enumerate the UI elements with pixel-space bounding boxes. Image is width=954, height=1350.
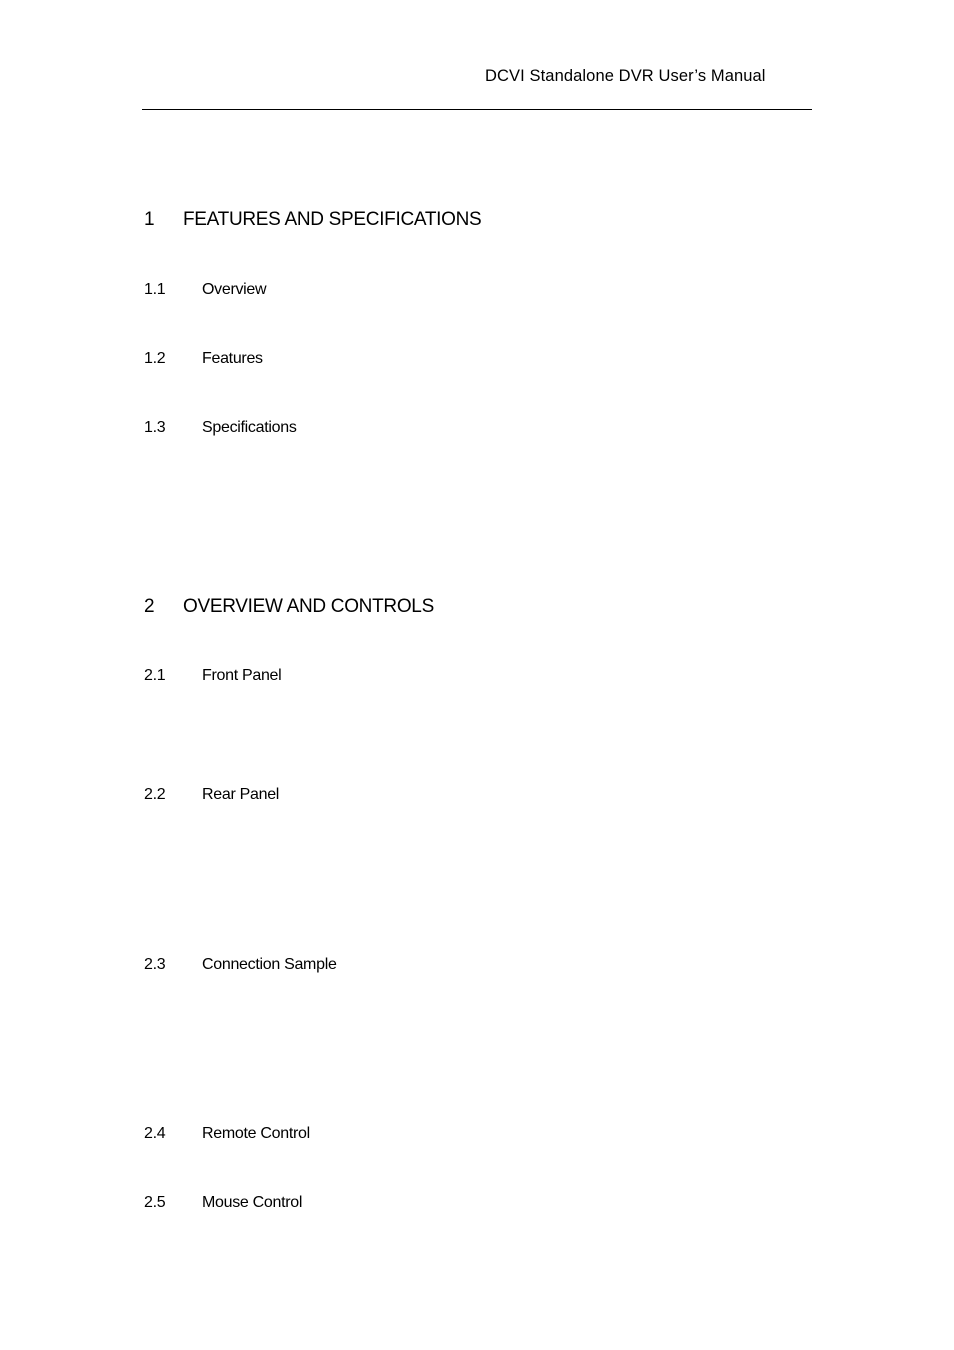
section-title: Specifications (202, 419, 297, 436)
section-number: 1.3 (144, 419, 166, 436)
running-header: DCVI Standalone DVR User’s Manual (485, 67, 766, 85)
chapter-number: 1 (144, 209, 155, 230)
section-number: 1.1 (144, 281, 166, 298)
header-rule (142, 109, 812, 110)
section-number: 2.2 (144, 786, 166, 803)
section-number: 2.3 (144, 956, 166, 973)
section-title: Front Panel (202, 667, 282, 684)
chapter-title: FEATURES AND SPECIFICATIONS (183, 209, 482, 230)
section-title: Mouse Control (202, 1194, 303, 1211)
section-title: Features (202, 350, 263, 367)
section-title: Connection Sample (202, 956, 337, 973)
section-number: 2.1 (144, 667, 166, 684)
section-title: Overview (202, 281, 267, 298)
section-title: Remote Control (202, 1125, 310, 1142)
chapter-title: OVERVIEW AND CONTROLS (183, 596, 434, 617)
chapter-number: 2 (144, 596, 155, 617)
section-title: Rear Panel (202, 786, 280, 803)
section-number: 2.5 (144, 1194, 166, 1211)
section-number: 1.2 (144, 350, 166, 367)
section-number: 2.4 (144, 1125, 166, 1142)
